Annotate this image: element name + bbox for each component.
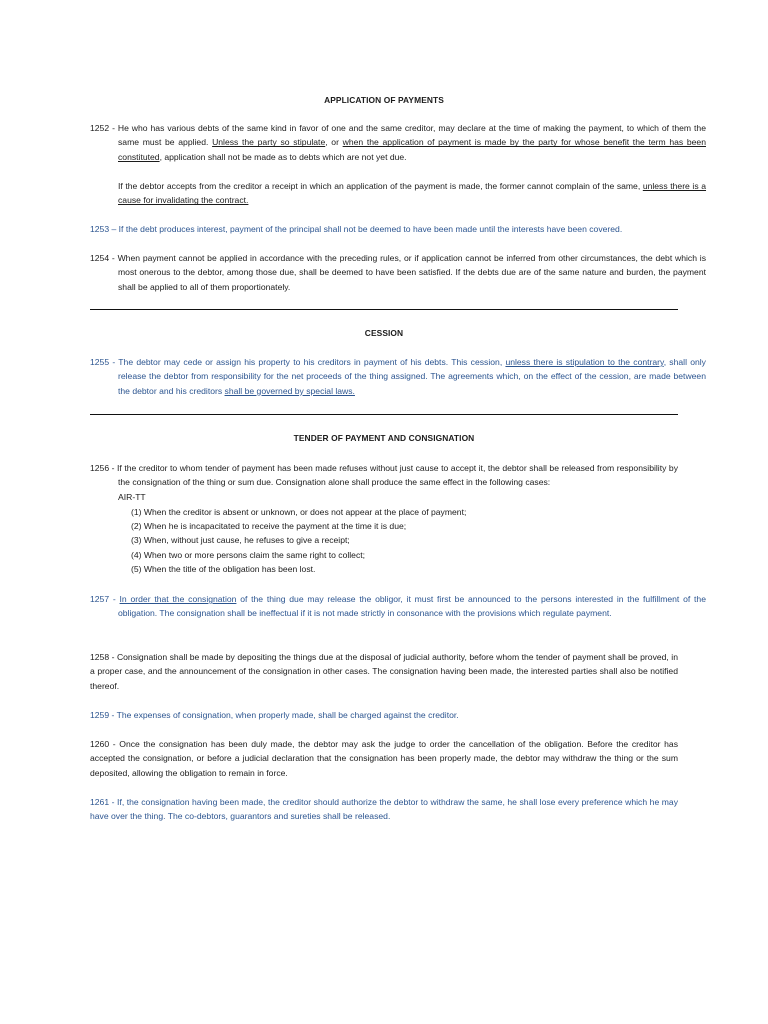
- section-divider: [90, 414, 678, 415]
- article-1252-text-1: 1252 - He who has various debts of the same kind in favor of one and the same creditor, may declare at the time of making the payment, to which of them the same must be applied.: [90, 123, 706, 148]
- article-1260: 1260 - Once the consignation has been duly made, the debtor may ask the judge to order the cancellation of the obligation. Before the creditor has accepted the consignation, or before a judicial declaration that the consignation has been properly made, the debtor may withdraw the thing or the sum deposited, allowing the obligation to remain in force.: [90, 739, 678, 778]
- article-1256-label: AIR-TT: [118, 491, 146, 502]
- article-1257-underline: In order that the consignation: [119, 594, 237, 604]
- section-title-application-of-payments: APPLICATION OF PAYMENTS: [324, 95, 444, 105]
- section-divider: [90, 309, 678, 310]
- article-1252-text-2: , or: [325, 137, 343, 148]
- case-item: (2) When he is incapacitated to receive the payment at the time it is due;: [131, 521, 407, 532]
- article-1255-text-2: , shall only release the debtor from responsibility for the net proceeds of the thing assigned. The agreements which, on the effect of the cession, are made between the debtor and his creditors: [118, 357, 706, 396]
- section-title-cession: CESSION: [364, 328, 404, 338]
- article-1254: 1254 - When payment cannot be applied in accordance with the preceding rules, or if application cannot be inferred from other circumstances, the debt which is most onerous to the debtor, among those due, shall be deemed to have been satisfied. If the debts due are of the same nature and burden, the payment shall be applied to all of them proportionately.: [90, 253, 706, 292]
- article-1252-p2-underline: unless there is a cause for invalidating the contract.: [118, 181, 707, 206]
- article-1259: 1259 - The expenses of consignation, when properly made, shall be charged against the creditor.: [90, 710, 459, 720]
- article-1252-underline-1: Unless the party so stipulate: [212, 137, 326, 148]
- case-item: (3) When, without just cause, he refuses to give a receipt;: [131, 535, 350, 546]
- article-1257-text-2: of the thing due may release the obligor, it must first be announced to the persons interested in the fulfillment of the obligation. The consignation shall be ineffectual if it is not made strictly in consonance with the provisions which regulate payment.: [118, 594, 706, 619]
- case-item: (4) When two or more persons claim the same right to collect;: [131, 549, 366, 560]
- article-1257: [90, 592, 706, 621]
- article-1261: 1261 - If, the consignation having been made, the creditor should authorize the debtor to withdraw the same, he shall lose every preference which he may have over the thing. The co-debtors, guarantors and sureties shall be released.: [90, 797, 678, 822]
- article-1252-paragraph-2: [90, 179, 706, 208]
- article-1252: [90, 121, 706, 164]
- case-item: (1) When the creditor is absent or unknown, or does not appear at the place of payment;: [131, 507, 467, 517]
- article-1256: [90, 461, 678, 504]
- article-1252-underline-2: when the application of payment is made by the party for whose benefit the term has been constituted: [118, 137, 706, 162]
- case-item: (5) When the title of the obligation has been lost.: [131, 563, 316, 574]
- article-1252-p2-text: If the debtor accepts from the creditor a receipt in which an application of the payment is made, the former cannot complain of the same,: [118, 181, 643, 191]
- article-1256-cases: [118, 505, 466, 576]
- article-1258: 1258 - Consignation shall be made by depositing the things due at the disposal of judicial authority, before whom the tender of payment shall be proved, in a proper case, and the announcement of the consignation in other cases. The consignation having been made, the interested parties shall also be notified thereof.: [90, 652, 678, 691]
- article-1252-text-3: , application shall not be made as to debts which are not yet due.: [159, 151, 407, 162]
- article-1255-underline-2: shall be governed by special laws.: [224, 385, 355, 396]
- article-1255: [90, 355, 706, 398]
- article-1255-text-1: 1255 - The debtor may cede or assign his property to his creditors in payment of his debts. This cession,: [90, 357, 506, 367]
- section-title-tender-of-payment: TENDER OF PAYMENT AND CONSIGNATION: [293, 433, 475, 443]
- article-1256-text: 1256 - If the creditor to whom tender of payment has been made refuses without just cause to accept it, the debtor shall be released from responsibility by the consignation of the thing or sum due. Consignation alone shall produce the same effect in the following cases:: [90, 463, 678, 488]
- article-1255-underline-1: unless there is stipulation to the contrary: [505, 357, 664, 367]
- article-1253: 1253 – If the debt produces interest, payment of the principal shall not be deemed to have been made until the interests have been covered.: [90, 224, 623, 234]
- article-1257-text-1: 1257 -: [90, 594, 120, 604]
